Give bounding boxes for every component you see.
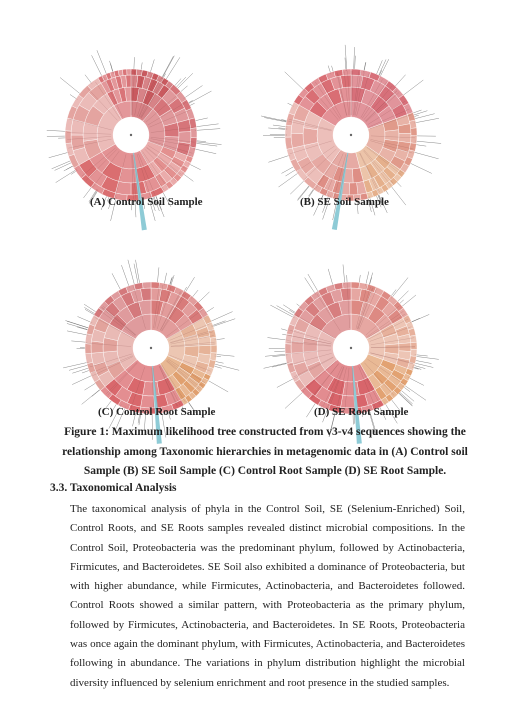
tree-ring-segment <box>141 288 151 301</box>
leaf-leader-line <box>157 267 159 284</box>
tree-ring-segment <box>151 282 160 289</box>
leaf-leader-line <box>409 162 432 173</box>
leaf-leader-line <box>414 118 439 123</box>
leaf-leader-line <box>211 319 235 327</box>
tree-ring-segment <box>341 288 351 301</box>
leaf-leader-line <box>391 278 408 299</box>
tree-ring-segment <box>211 345 217 353</box>
leaf-leader-line <box>270 305 294 318</box>
leaf-leader-line <box>265 354 287 356</box>
leaf-leader-line <box>207 380 229 392</box>
leaf-leader-line <box>175 77 186 88</box>
tree-ring-segment <box>291 133 304 148</box>
leaf-leader-line <box>283 305 297 314</box>
leaf-leader-line <box>187 91 211 104</box>
leaf-leader-line <box>176 73 193 90</box>
tree-ring-segment <box>410 136 417 144</box>
paragraph-text: The taxonomical analysis of phyla in the Control Soil, SE (Selenium-Enriched) Soil, Control Roots, and SE Roots samples revealed distinct microbial compositions. In the Control Soil, Proteobacteria was the predominant phylum, followed by Actinobacteria, Firmicutes, and Bacteroidetes. SE Soil also exhibited a dominance of Proteobacteria, but with higher abundance, while Firmicutes, Actinobacteria, and Bacteroidetes followed. Control Roots showed a similar pattern, with Proteobacteria as the primary phylum, followed by Firmicutes, Actinobacteria, and Bacteroidetes. In SE Roots, Proteobacteria was once again the dominant phylum, with Firmicutes, Actinobacteria, and Bacteroidetes following in abundance. The variations in phylum distribution highlight the microbial diversity influenced by selenium enrichment and root presence in the studied samples. <box>70 503 465 689</box>
leaf-leader-line <box>400 389 414 401</box>
leaf-leader-line <box>72 375 93 385</box>
leaf-leader-line <box>55 162 73 171</box>
tree-ring-segment <box>285 125 292 137</box>
leaf-leader-line <box>402 80 423 96</box>
leaf-leader-line <box>69 365 89 370</box>
section-heading: 3.3. Taxonomical Analysis <box>50 482 177 494</box>
leaf-leader-line <box>71 341 87 342</box>
leaf-leader-line <box>56 169 77 182</box>
leaf-leader-line <box>264 362 289 368</box>
leaf-leader-line <box>410 314 429 322</box>
leaf-leader-line <box>403 385 425 401</box>
tree-ring-segment <box>351 69 361 76</box>
leaf-leader-line <box>136 260 140 285</box>
tree-panel-d <box>251 248 451 448</box>
leaf-leader-line <box>355 56 356 71</box>
leaf-leader-line <box>412 111 427 116</box>
leaf-leader-line <box>285 391 304 408</box>
tree-ring-segment <box>342 282 351 289</box>
radial-tree-c <box>51 248 251 448</box>
leaf-leader-line <box>195 129 220 131</box>
leaf-leader-line <box>60 78 81 95</box>
leaf-leader-line <box>401 295 416 308</box>
leaf-leader-line <box>397 392 412 406</box>
leaf-leader-line <box>97 50 107 75</box>
leaf-leader-line <box>63 362 88 368</box>
leaf-leader-line <box>194 124 218 127</box>
leaf-leader-line <box>390 185 405 205</box>
figure-caption: Figure 1: Maximum likelihood tree constructed from v3-v4 sequences showing the relationship among Taxonomic hierarchies in metagenomic data in (A) Control soil Sample (B) SE Soil Sample (C) Control Root Sample (D) SE Root Sample. <box>62 426 468 477</box>
tree-ring-segment <box>85 344 91 354</box>
tree-panel-c <box>51 248 251 448</box>
tree-ring-segment <box>285 137 292 149</box>
radial-tree-d <box>251 248 451 448</box>
leaf-leader-line <box>408 377 424 385</box>
leaf-leader-line <box>354 47 355 71</box>
leaf-leader-line <box>277 378 295 387</box>
tree-ring-segment <box>409 120 416 128</box>
tree-ring-segment <box>126 75 131 87</box>
leaf-leader-line <box>128 260 135 286</box>
leaf-leader-line <box>184 85 203 98</box>
leaf-leader-line <box>413 152 439 159</box>
body-paragraph <box>70 500 465 693</box>
leaf-leader-line <box>112 273 121 291</box>
leaf-leader-line <box>414 360 432 363</box>
tree-root-dot <box>150 347 152 349</box>
tree-root-dot <box>130 134 132 136</box>
leaf-leader-line <box>195 142 222 145</box>
leaf-leader-line <box>162 56 175 79</box>
tree-ring-segment <box>91 341 103 353</box>
leaf-leader-line <box>398 391 412 404</box>
leaf-leader-line <box>161 56 173 78</box>
leaf-leader-line <box>279 172 300 187</box>
tree-ring-segment <box>131 69 137 75</box>
leaf-leader-line <box>290 180 305 195</box>
leaf-leader-line <box>185 277 195 293</box>
leaf-leader-line <box>328 269 333 287</box>
leaf-leader-line <box>134 264 138 286</box>
tree-ring-segment <box>349 183 358 195</box>
leaf-leader-line <box>394 75 406 88</box>
leaf-leader-line <box>277 306 296 317</box>
leaf-leader-line <box>267 338 287 340</box>
leaf-leader-line <box>194 149 217 154</box>
leaf-leader-line <box>165 57 180 81</box>
tree-ring-segment <box>285 344 291 354</box>
leaf-leader-line <box>211 321 225 326</box>
leaf-leader-line <box>215 354 235 356</box>
tree-ring-segment <box>191 128 197 138</box>
panel-b-label: (B) SE Soil Sample <box>300 196 389 208</box>
leaf-leader-line <box>82 388 102 404</box>
leaf-leader-line <box>285 72 305 91</box>
leaf-leader-line <box>52 160 72 169</box>
tree-root-dot <box>350 347 352 349</box>
tree-ring-segment <box>210 353 217 361</box>
leaf-leader-line <box>376 60 383 76</box>
leaf-leader-line <box>413 114 435 120</box>
leaf-leader-line <box>49 152 70 158</box>
tree-ring-segment <box>122 69 127 75</box>
tree-ring-segment <box>199 345 211 355</box>
tree-ring-segment <box>142 282 151 289</box>
tree-ring-segment <box>351 282 360 289</box>
leaf-leader-line <box>197 292 209 304</box>
leaf-leader-line <box>415 141 441 143</box>
leaf-leader-line <box>150 59 154 73</box>
leaf-leader-line <box>67 331 88 335</box>
leaf-leader-line <box>345 45 347 71</box>
tree-ring-segment <box>178 132 191 144</box>
leaf-leader-line <box>209 312 232 322</box>
tree-ring-segment <box>303 128 318 146</box>
leaf-leader-line <box>77 316 92 322</box>
tree-ring-segment <box>127 69 131 75</box>
leaf-leader-line <box>272 363 289 367</box>
tree-ring-segment <box>411 342 417 349</box>
panel-d-label: (D) SE Root Sample <box>314 406 409 418</box>
tree-ring-segment <box>85 334 92 344</box>
leaf-leader-line <box>414 356 438 359</box>
leaf-leader-line <box>121 265 129 288</box>
leaf-leader-line <box>268 128 287 130</box>
leaf-leader-line <box>380 59 389 78</box>
leaf-leader-line <box>281 166 295 173</box>
tree-ring-segment <box>411 128 417 136</box>
leaf-leader-line <box>268 155 290 162</box>
tree-ring-segment <box>410 349 416 356</box>
tree-ring-segment <box>143 381 160 396</box>
tree-ring-segment <box>343 381 360 396</box>
leaf-leader-line <box>92 55 103 77</box>
leaf-leader-line <box>261 116 288 122</box>
leaf-leader-line <box>343 265 345 285</box>
panel-c-label: (C) Control Root Sample <box>98 406 216 418</box>
leaf-leader-line <box>84 382 96 390</box>
tree-root-dot <box>350 134 352 136</box>
panel-a-label: (A) Control Soil Sample <box>90 196 203 208</box>
tree-ring-segment <box>342 69 351 76</box>
leaf-leader-line <box>305 278 316 295</box>
tree-ring-segment <box>410 335 417 343</box>
leaf-leader-line <box>47 130 67 131</box>
leaf-leader-line <box>264 118 288 123</box>
leaf-leader-line <box>308 274 319 293</box>
leaf-leader-line <box>72 368 90 374</box>
